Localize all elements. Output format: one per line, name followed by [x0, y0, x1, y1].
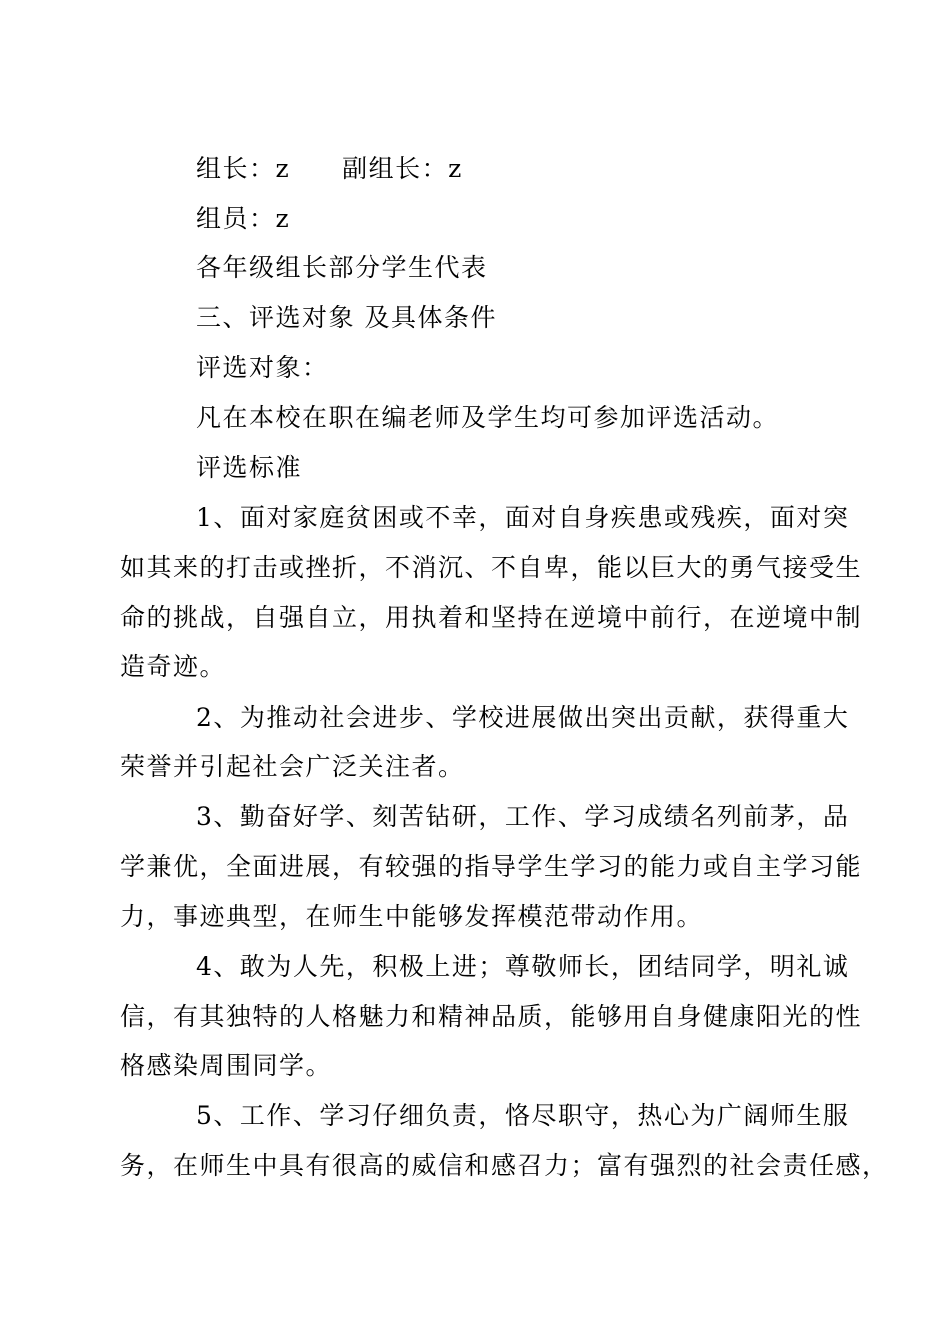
members-line: 组员：z [196, 204, 291, 233]
criterion-3-line-1: 3、勤奋好学、刻苦钻研，工作、学习成绩名列前茅，品 [196, 802, 850, 831]
criterion-5-line-1: 5、工作、学习仔细负责，恪尽职守，热心为广阔师生服 [196, 1101, 850, 1130]
targets-text: 凡在本校在职在编老师及学生均可参加评选活动。 [196, 403, 780, 432]
criterion-4-line-1: 4、敢为人先，积极上进；尊敬师长，团结同学，明礼诚 [196, 952, 850, 981]
criterion-1-line-4: 造奇迹。 [120, 652, 227, 681]
criterion-3-line-2: 学兼优，全面进展，有较强的指导学生学习的能力或自主学习能 [120, 852, 863, 881]
representatives-line: 各年级组长部分学生代表 [196, 253, 488, 282]
criterion-4-line-3: 格感染周围同学。 [120, 1051, 333, 1080]
section-heading: 三、评选对象 及具体条件 [196, 303, 497, 332]
subheading-targets: 评选对象： [196, 353, 329, 382]
deputy-leader-text: 副组长：z [342, 154, 463, 183]
criterion-4-line-2: 信，有其独特的人格魅力和精神品质，能够用自身健康阳光的性 [120, 1002, 863, 1031]
criterion-2-line-1: 2、为推动社会进步、学校进展做出突出贡献，获得重大 [196, 703, 850, 732]
criterion-1-line-2: 如其来的打击或挫折，不消沉、不自卑，能以巨大的勇气接受生 [120, 553, 863, 582]
criterion-3-line-3: 力，事迹典型，在师生中能够发挥模范带动作用。 [120, 902, 704, 931]
group-leader-text: 组长：z [196, 154, 291, 183]
criterion-2-line-2: 荣誉并引起社会广泛关注者。 [120, 752, 465, 781]
criterion-5-line-2: 务，在师生中具有很高的威信和感召力；富有强烈的社会责任感， [120, 1151, 889, 1180]
criterion-1-line-1: 1、面对家庭贫困或不幸，面对自身疾患或残疾，面对突 [196, 503, 850, 532]
leader-line [196, 154, 463, 184]
subheading-criteria: 评选标准 [196, 453, 303, 482]
criterion-1-line-3: 命的挑战，自强自立，用执着和坚持在逆境中前行，在逆境中制 [120, 603, 863, 632]
